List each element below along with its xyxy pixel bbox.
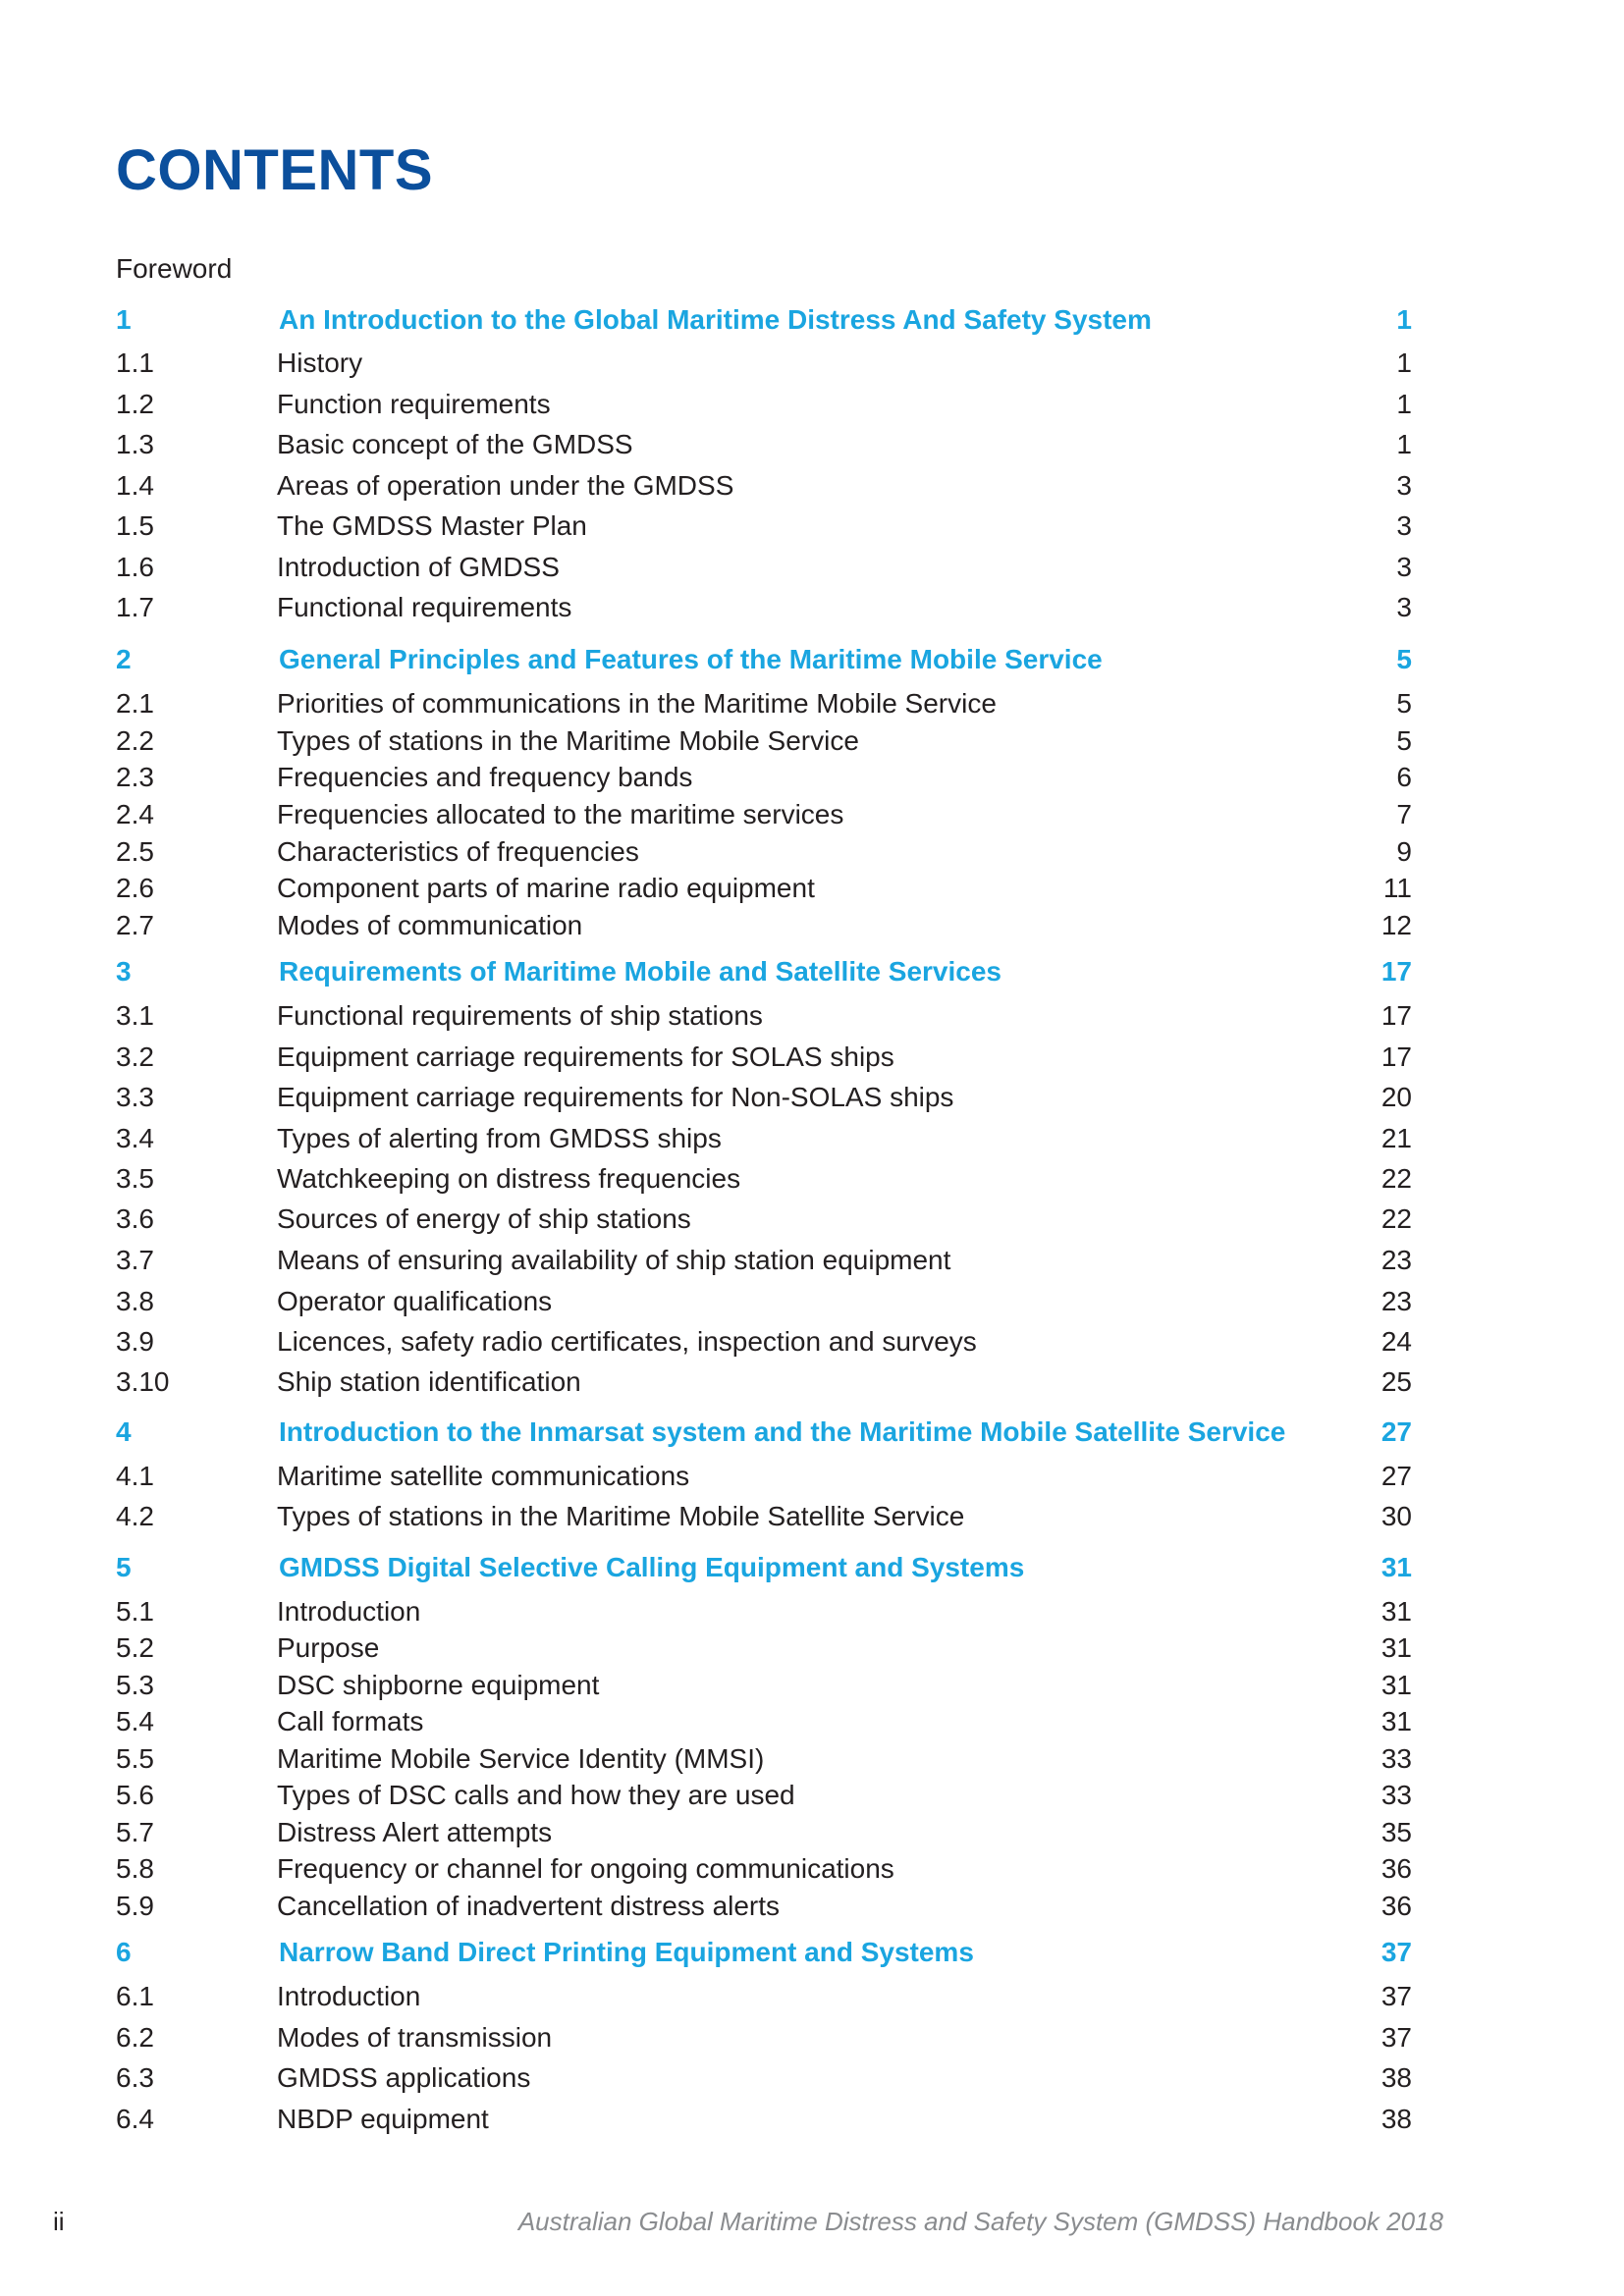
toc-section-row[interactable]: [116, 387, 1412, 422]
toc-section-row[interactable]: [116, 1284, 1412, 1319]
toc-entry-page: 23: [1380, 1245, 1412, 1275]
toc-entry-title: Areas of operation under the GMDSS: [277, 470, 734, 501]
toc-entry-number: 4: [116, 1416, 132, 1447]
toc-entry-page: 27: [1380, 1461, 1412, 1491]
toc-entry-number: 1.2: [116, 389, 154, 419]
toc-entry-number: 3.7: [116, 1245, 154, 1275]
toc-section-row[interactable]: [116, 1594, 1412, 1629]
toc-entry-title: Maritime Mobile Service Identity (MMSI): [277, 1743, 765, 1774]
toc-entry-page: 21: [1380, 1123, 1412, 1153]
toc-entry-title: Introduction: [277, 1596, 421, 1627]
toc-entry-number: 2.6: [116, 873, 154, 903]
toc-entry-number: 3.1: [116, 1000, 154, 1031]
toc-entry-page: 7: [1396, 799, 1412, 829]
toc-entry-page: 9: [1396, 836, 1412, 867]
toc-entry-title: Operator qualifications: [277, 1286, 553, 1316]
toc-section-row[interactable]: [116, 2020, 1412, 2056]
toc-entry-page: 30: [1380, 1501, 1412, 1531]
toc-entry-number: 3.10: [116, 1366, 170, 1397]
toc-entry-number: 6.3: [116, 2062, 154, 2093]
toc-entry-title: Licences, safety radio certificates, inspection and surveys: [277, 1326, 977, 1357]
toc-entry-title: Types of alerting from GMDSS ships: [277, 1123, 722, 1153]
toc-entry-title: NBDP equipment: [277, 2104, 489, 2134]
toc-section-row[interactable]: [116, 1459, 1412, 1494]
toc-entry-page: 33: [1380, 1780, 1412, 1810]
toc-entry-page: 17: [1380, 1041, 1412, 1072]
toc-entry-title: Modes of communication: [277, 910, 583, 940]
toc-entry-page: 31: [1380, 1596, 1412, 1627]
toc-section-row[interactable]: [116, 797, 1412, 832]
toc-entry-page: 22: [1380, 1203, 1412, 1234]
toc-entry-page: 31: [1380, 1706, 1412, 1736]
toc-entry-title: Narrow Band Direct Printing Equipment and Systems: [279, 1937, 974, 1967]
toc-section-row[interactable]: [116, 1201, 1412, 1237]
toc-section-row[interactable]: [116, 468, 1412, 504]
toc-entry-title: The GMDSS Master Plan: [277, 510, 587, 541]
toc-section-row[interactable]: [116, 686, 1412, 721]
toc-section-row[interactable]: [116, 2102, 1412, 2137]
toc-entry-title: Frequencies allocated to the maritime services: [277, 799, 844, 829]
toc-entry-number: 6: [116, 1937, 132, 1967]
toc-entry-number: 3.8: [116, 1286, 154, 1316]
toc-entry-number: 5.8: [116, 1853, 154, 1884]
toc-entry-page: 22: [1380, 1163, 1412, 1194]
toc-entry-title: GMDSS applications: [277, 2062, 531, 2093]
toc-entry-title: Basic concept of the GMDSS: [277, 429, 633, 459]
toc-entry-number: 4.2: [116, 1501, 154, 1531]
toc-entry-title: Equipment carriage requirements for SOLAS ships: [277, 1041, 894, 1072]
toc-entry-title: Modes of transmission: [277, 2022, 553, 2053]
footer-page-number: ii: [53, 2207, 65, 2236]
footer-document-title: Australian Global Maritime Distress and Safety System (GMDSS) Handbook 2018: [517, 2207, 1443, 2236]
toc-section-row[interactable]: [116, 1741, 1412, 1777]
toc-entry-page: 6: [1396, 762, 1412, 792]
toc-entry-page: 24: [1380, 1326, 1412, 1357]
toc-chapter-row[interactable]: [116, 1415, 1412, 1450]
toc-section-row[interactable]: [116, 346, 1412, 381]
toc-entry-number: 5.9: [116, 1891, 154, 1921]
toc-section-row[interactable]: [116, 590, 1412, 625]
toc-entry-title: Characteristics of frequencies: [277, 836, 639, 867]
toc-entry-page: 31: [1380, 1632, 1412, 1663]
toc-entry-page: 38: [1380, 2062, 1412, 2093]
toc-entry-page: 36: [1380, 1891, 1412, 1921]
toc-entry-page: 37: [1380, 2022, 1412, 2053]
toc-entry-page: 1: [1396, 304, 1412, 335]
toc-section-row[interactable]: [116, 1851, 1412, 1887]
toc-entry-number: 5.6: [116, 1780, 154, 1810]
toc-entry-title: General Principles and Features of the Maritime Mobile Service: [279, 644, 1103, 674]
toc-entry-page: 17: [1380, 956, 1412, 987]
toc-entry-number: 1.4: [116, 470, 154, 501]
toc-entry-title: DSC shipborne equipment: [277, 1670, 600, 1700]
toc-entry-page: 5: [1396, 688, 1412, 719]
toc-entry-number: 2.1: [116, 688, 154, 719]
toc-entry-title: Distress Alert attempts: [277, 1817, 553, 1847]
toc-entry-page: 20: [1380, 1082, 1412, 1112]
toc-entry-title: Component parts of marine radio equipment: [277, 873, 815, 903]
toc-entry-number: 1.6: [116, 552, 154, 582]
toc-section-row[interactable]: [116, 1499, 1412, 1534]
toc-entry-number: 2.5: [116, 836, 154, 867]
toc-entry-page: 23: [1380, 1286, 1412, 1316]
toc-chapter-row[interactable]: [116, 642, 1412, 677]
toc-chapter-row[interactable]: [116, 1935, 1412, 1970]
toc-entry-page: 1: [1396, 389, 1412, 419]
toc-entry-page: 31: [1380, 1552, 1412, 1582]
toc-entry-number: 5: [116, 1552, 132, 1582]
toc-entry-number: 6.4: [116, 2104, 154, 2134]
toc-section-row[interactable]: [116, 760, 1412, 795]
toc-entry-title: History: [277, 347, 363, 378]
toc-entry-title: Watchkeeping on distress frequencies: [277, 1163, 741, 1194]
toc-section-row[interactable]: [116, 508, 1412, 544]
toc-section-row[interactable]: [116, 1121, 1412, 1156]
toc-entry-number: 5.7: [116, 1817, 154, 1847]
toc-section-row[interactable]: [116, 1243, 1412, 1278]
toc-entry-number: 1.1: [116, 347, 154, 378]
toc-entry-title: Sources of energy of ship stations: [277, 1203, 691, 1234]
toc-entry-title: Frequencies and frequency bands: [277, 762, 693, 792]
toc-entry-number: 2.4: [116, 799, 154, 829]
toc-section-row[interactable]: [116, 550, 1412, 585]
toc-entry-title: Types of stations in the Maritime Mobile Service: [277, 725, 859, 756]
toc-entry-number: 3.6: [116, 1203, 154, 1234]
toc-entry-page: 38: [1380, 2104, 1412, 2134]
toc-entry-page: 37: [1380, 1937, 1412, 1967]
toc-section-row[interactable]: [116, 1040, 1412, 1075]
toc-chapter-row[interactable]: [116, 954, 1412, 989]
toc-entry-number: 3.4: [116, 1123, 154, 1153]
toc-entry-title: Requirements of Maritime Mobile and Satellite Services: [279, 956, 1001, 987]
toc-entry-page: 5: [1396, 725, 1412, 756]
toc-section-row[interactable]: [116, 1778, 1412, 1813]
toc-entry-number: 2.2: [116, 725, 154, 756]
toc-entry-page: 1: [1396, 347, 1412, 378]
toc-entry-number: 1.5: [116, 510, 154, 541]
toc-entry-title: Function requirements: [277, 389, 551, 419]
toc-entry-page: 3: [1396, 510, 1412, 541]
toc-entry-title: Cancellation of inadvertent distress alerts: [277, 1891, 781, 1921]
toc-section-row[interactable]: [116, 908, 1412, 943]
page-title: CONTENTS: [116, 138, 433, 202]
toc-entry-number: 2: [116, 644, 132, 674]
toc-entry-number: 5.5: [116, 1743, 154, 1774]
toc-entry-title: Priorities of communications in the Maritime Mobile Service: [277, 688, 997, 719]
toc-foreword[interactable]: Foreword: [116, 253, 233, 284]
toc-entry-number: 2.7: [116, 910, 154, 940]
toc-section-row[interactable]: [116, 1815, 1412, 1850]
toc-section-row[interactable]: [116, 998, 1412, 1034]
toc-entry-page: 12: [1380, 910, 1412, 940]
toc-section-row[interactable]: [116, 1704, 1412, 1739]
toc-entry-title: Call formats: [277, 1706, 424, 1736]
toc-entry-page: 3: [1396, 552, 1412, 582]
toc-section-row[interactable]: [116, 871, 1412, 906]
toc-entry-title: Maritime satellite communications: [277, 1461, 690, 1491]
toc-entry-page: 1: [1396, 429, 1412, 459]
toc-section-row[interactable]: [116, 1324, 1412, 1360]
toc-entry-number: 4.1: [116, 1461, 154, 1491]
toc-entry-number: 3.9: [116, 1326, 154, 1357]
toc-entry-number: 5.1: [116, 1596, 154, 1627]
toc-entry-number: 5.2: [116, 1632, 154, 1663]
toc-entry-number: 1: [116, 304, 132, 335]
toc-entry-number: 3.5: [116, 1163, 154, 1194]
toc-section-row[interactable]: [116, 834, 1412, 870]
toc-entry-title: An Introduction to the Global Maritime Distress And Safety System: [279, 304, 1152, 335]
toc-entry-title: Introduction: [277, 1981, 421, 2011]
toc-entry-number: 1.7: [116, 592, 154, 622]
toc-entry-number: 1.3: [116, 429, 154, 459]
toc-entry-number: 6.1: [116, 1981, 154, 2011]
toc-entry-number: 5.3: [116, 1670, 154, 1700]
toc-entry-page: 35: [1380, 1817, 1412, 1847]
toc-section-row[interactable]: [116, 1979, 1412, 2014]
toc-entry-page: 27: [1380, 1416, 1412, 1447]
toc-section-row[interactable]: [116, 1668, 1412, 1703]
toc-entry-number: 3.3: [116, 1082, 154, 1112]
toc-entry-number: 2.3: [116, 762, 154, 792]
toc-chapter-row[interactable]: [116, 1550, 1412, 1585]
toc-entry-title: Types of DSC calls and how they are used: [277, 1780, 795, 1810]
toc-entry-number: 3.2: [116, 1041, 154, 1072]
toc-section-row[interactable]: [116, 427, 1412, 462]
toc-section-row[interactable]: [116, 723, 1412, 759]
toc-entry-page: 37: [1380, 1981, 1412, 2011]
toc-entry-title: Functional requirements: [277, 592, 572, 622]
toc-entry-page: 3: [1396, 592, 1412, 622]
toc-section-row[interactable]: [116, 2060, 1412, 2096]
toc-entry-number: 3: [116, 956, 132, 987]
toc-entry-page: 31: [1380, 1670, 1412, 1700]
toc-section-row[interactable]: [116, 1080, 1412, 1115]
toc-entry-page: 3: [1396, 470, 1412, 501]
toc-entry-page: 25: [1380, 1366, 1412, 1397]
toc-entry-page: 33: [1380, 1743, 1412, 1774]
toc-entry-page: 17: [1380, 1000, 1412, 1031]
toc-entry-title: Frequency or channel for ongoing communications: [277, 1853, 894, 1884]
toc-chapter-row[interactable]: [116, 302, 1412, 338]
toc-entry-page: 36: [1380, 1853, 1412, 1884]
toc-section-row[interactable]: [116, 1161, 1412, 1197]
toc-entry-title: Purpose: [277, 1632, 380, 1663]
toc-entry-number: 6.2: [116, 2022, 154, 2053]
toc-section-row[interactable]: [116, 1364, 1412, 1400]
toc-entry-number: 5.4: [116, 1706, 154, 1736]
toc-entry-page: 11: [1382, 873, 1412, 903]
toc-entry-title: Introduction of GMDSS: [277, 552, 560, 582]
toc-section-row[interactable]: [116, 1630, 1412, 1666]
toc-entry-title: Functional requirements of ship stations: [277, 1000, 763, 1031]
toc-entry-title: Introduction to the Inmarsat system and the Maritime Mobile Satellite Service: [279, 1416, 1286, 1447]
toc-entry-page: 5: [1396, 644, 1412, 674]
toc-section-row[interactable]: [116, 1889, 1412, 1924]
toc-entry-title: Types of stations in the Maritime Mobile Satellite Service: [277, 1501, 965, 1531]
toc-entry-title: Ship station identification: [277, 1366, 581, 1397]
toc-entry-title: GMDSS Digital Selective Calling Equipment and Systems: [279, 1552, 1025, 1582]
toc-entry-title: Equipment carriage requirements for Non-SOLAS ships: [277, 1082, 954, 1112]
toc-entry-title: Means of ensuring availability of ship station equipment: [277, 1245, 951, 1275]
